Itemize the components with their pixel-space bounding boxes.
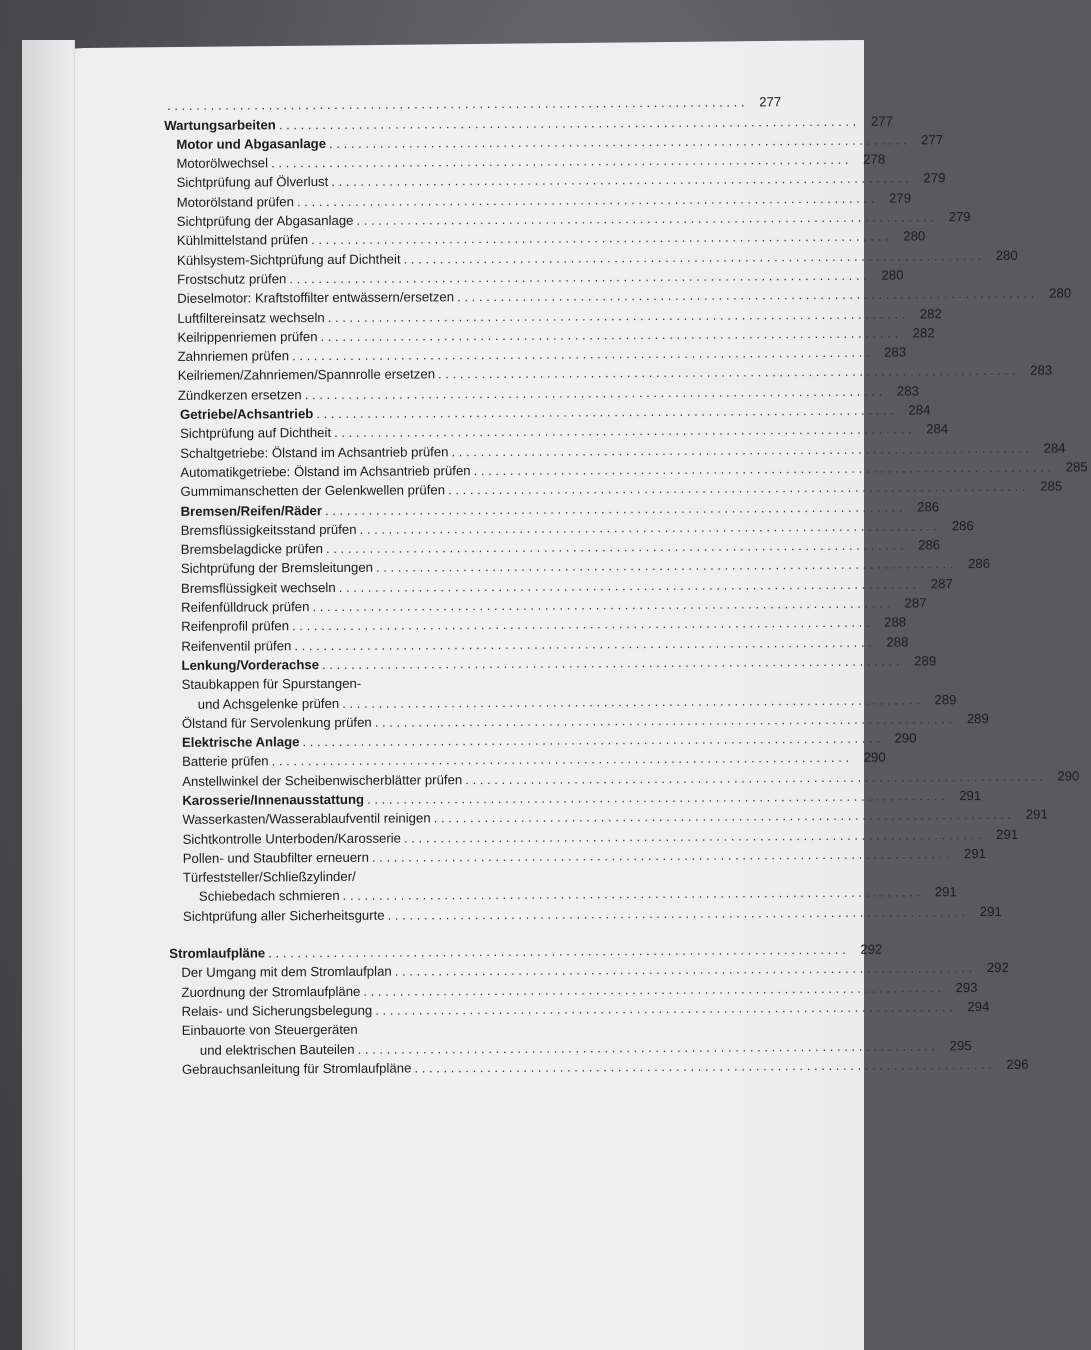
toc-entry bbox=[164, 149, 886, 172]
toc-entry-page: 279 bbox=[889, 190, 912, 206]
toc-entry-page: 292 bbox=[986, 960, 1009, 976]
toc-entry-title: Gebrauchsanleitung für Stromlaufpläne bbox=[181, 1060, 412, 1077]
toc-entry bbox=[166, 381, 919, 403]
toc-entry-title: Ölstand für Servolenkung prüfen bbox=[181, 714, 372, 731]
dot-leader: ................................................................................ bbox=[367, 788, 949, 807]
toc-entry-page: 287 bbox=[930, 575, 953, 592]
dot-leader: ................................................................................ bbox=[394, 960, 976, 979]
toc-entry-page: 294 bbox=[967, 998, 990, 1015]
toc-entry-page: 277 bbox=[759, 94, 782, 110]
toc-entry-title: Kühlsystem-Sichtprüfung auf Dichtheit bbox=[176, 251, 401, 268]
toc-entry bbox=[166, 497, 940, 519]
toc-entry bbox=[166, 400, 931, 422]
toc-entry-page: 283 bbox=[896, 383, 919, 399]
toc-entry-title: Anstellwinkel der Scheibenwischerblätter prüfen bbox=[182, 771, 463, 789]
toc-entry-title: Bremsflüssigkeitsstand prüfen bbox=[180, 521, 357, 538]
toc-entry-page: 291 bbox=[979, 903, 1002, 919]
toc-entry bbox=[169, 902, 1002, 924]
toc-entry-page: 283 bbox=[1030, 363, 1053, 379]
toc-entry-title: Der Umgang mit dem Stromlaufplan bbox=[181, 963, 392, 981]
toc-entry bbox=[169, 863, 569, 885]
toc-entry bbox=[169, 939, 883, 962]
toc-entry bbox=[170, 1036, 972, 1058]
toc-entry-title: Motor und Abgasanlage bbox=[176, 135, 327, 152]
toc-entry-title: Pollen- und Staubfilter erneuern bbox=[182, 849, 369, 866]
toc-entry-title: Dieselmotor: Kraftstoffilter entwässern/ersetzen bbox=[177, 289, 455, 307]
toc-entry-page: 280 bbox=[995, 247, 1018, 263]
dot-leader: ................................................................................ bbox=[403, 247, 985, 267]
dot-leader: ................................................................................ bbox=[357, 1037, 939, 1057]
toc-entry bbox=[168, 767, 1080, 789]
dot-leader: ................................................................................ bbox=[403, 826, 986, 846]
dot-leader: ................................................................................ bbox=[359, 518, 941, 537]
toc-entry-title: Keilrippenriemen prüfen bbox=[177, 328, 318, 345]
dot-leader: ................................................................................ bbox=[268, 941, 850, 961]
toc-entry bbox=[167, 574, 953, 596]
toc-entry-title: und elektrischen Bauteilen bbox=[199, 1041, 355, 1058]
toc-entry-page: 279 bbox=[948, 209, 971, 225]
toc-entry bbox=[166, 477, 1063, 500]
toc-entry bbox=[165, 265, 904, 287]
dot-leader: ................................................................................ bbox=[312, 595, 894, 615]
toc-entry-page: 291 bbox=[963, 845, 987, 862]
toc-entry bbox=[169, 883, 957, 905]
dot-leader: ................................................................................ bbox=[457, 285, 1039, 305]
toc-entry bbox=[168, 690, 957, 712]
toc-entry bbox=[167, 632, 909, 654]
dot-leader: ................................................................................ bbox=[325, 537, 908, 557]
toc-entry-page: 277 bbox=[921, 132, 944, 148]
toc-entry-title: Reifenprofil prüfen bbox=[181, 618, 290, 635]
toc-entry bbox=[169, 844, 987, 866]
toc-entry bbox=[165, 323, 935, 345]
toc-entry-title: Sichtprüfung auf Dichtheit bbox=[180, 425, 332, 442]
toc-entry bbox=[168, 709, 989, 731]
dot-leader: ................................................................................ bbox=[433, 807, 1015, 826]
dot-leader: ................................................................................ bbox=[331, 170, 913, 190]
dot-leader: ................................................................................ bbox=[278, 113, 860, 132]
toc-entry bbox=[168, 806, 1048, 828]
dot-leader: ................................................................................ bbox=[271, 151, 853, 171]
toc-entry-title: und Achsgelenke prüfen bbox=[197, 695, 340, 712]
dot-leader: ................................................................................ bbox=[328, 132, 911, 151]
toc-entry-page: 284 bbox=[908, 402, 931, 418]
toc-entry-title: Reifenventil prüfen bbox=[181, 637, 292, 654]
toc-entry-page: 296 bbox=[1006, 1056, 1029, 1072]
toc-section-wartung bbox=[164, 92, 1088, 924]
toc-entry bbox=[167, 516, 974, 538]
toc-entry-title: Sichtprüfung der Abgasanlage bbox=[176, 212, 354, 230]
toc-entry-page: 288 bbox=[884, 614, 907, 630]
toc-entry-title: Luftfiltereinsatz wechseln bbox=[177, 309, 325, 326]
toc-entry-page: 283 bbox=[884, 344, 907, 360]
toc-entry bbox=[166, 420, 949, 442]
toc-entry-page: 289 bbox=[934, 691, 957, 707]
toc-entry-page: 293 bbox=[955, 979, 978, 995]
dot-leader: ................................................................................ bbox=[387, 903, 969, 923]
dot-leader: ................................................................................ bbox=[334, 421, 916, 441]
toc-entry-page: 285 bbox=[1040, 478, 1063, 494]
dot-leader: ................................................................................ bbox=[451, 440, 1033, 459]
toc-entry-page: 288 bbox=[886, 634, 909, 650]
toc-entry bbox=[165, 304, 942, 326]
toc-entry-page: 280 bbox=[1049, 285, 1072, 301]
toc-entry-title: Zuordnung der Stromlaufpläne bbox=[181, 983, 361, 1000]
toc-entry bbox=[170, 997, 990, 1019]
toc-entry-title: Türfeststeller/Schließzylinder/ bbox=[182, 869, 356, 886]
toc-entry-title: Bremsen/Reifen/Räder bbox=[180, 502, 323, 519]
toc-entry-page: 295 bbox=[949, 1037, 972, 1053]
toc-entry-title: Sichtkontrolle Unterboden/Karosserie bbox=[182, 830, 402, 847]
dot-leader: ................................................................................ bbox=[356, 209, 938, 228]
toc-entry bbox=[164, 111, 893, 133]
toc-entry bbox=[164, 169, 946, 191]
toc-entry-title: Karosserie/Innenausstattung bbox=[182, 791, 365, 808]
toc-entry bbox=[167, 651, 937, 673]
toc-entry-page: 284 bbox=[926, 421, 949, 437]
dot-leader: ................................................................................ bbox=[327, 306, 909, 325]
toc-entry-page: 278 bbox=[863, 151, 886, 167]
dot-leader: ................................................................................ bbox=[374, 710, 956, 730]
toc-entry bbox=[165, 188, 912, 210]
toc-entry-title: Schiebedach schmieren bbox=[198, 888, 340, 905]
toc-entry-page: 277 bbox=[870, 113, 893, 129]
toc-entry-title: Keilriemen/Zahnriemen/Spannrolle ersetzen bbox=[177, 366, 436, 384]
toc-entry bbox=[167, 593, 927, 615]
toc-entry-title: Sichtprüfung aller Sicherheitsgurte bbox=[182, 907, 385, 924]
dot-leader: ................................................................................ bbox=[291, 344, 874, 364]
toc-entry bbox=[168, 786, 982, 808]
toc-entry-page: 291 bbox=[996, 826, 1019, 842]
dot-leader: ................................................................................ bbox=[291, 614, 874, 634]
toc-entry-title: Frostschutz prüfen bbox=[177, 271, 287, 287]
toc-entry-title: Reifenfülldruck prüfen bbox=[181, 599, 310, 615]
dot-leader: ................................................................................ bbox=[311, 228, 893, 248]
toc-entry bbox=[166, 439, 1066, 461]
toc-entry-page: 282 bbox=[919, 305, 942, 321]
toc-entry-title: Zahnriemen prüfen bbox=[177, 348, 290, 365]
dot-leader: ................................................................................ bbox=[316, 402, 898, 422]
toc-entry bbox=[169, 978, 978, 1000]
toc-entry bbox=[170, 1055, 1029, 1077]
toc-entry bbox=[168, 748, 886, 770]
toc-entry-title: Motorölwechsel bbox=[176, 155, 269, 172]
dot-leader: ................................................................................ bbox=[465, 768, 1047, 787]
toc-entry-title: Staubkappen für Spurstangen- bbox=[181, 676, 362, 693]
table-of-contents bbox=[164, 92, 1088, 1077]
toc-entry bbox=[167, 613, 907, 635]
dot-leader: ................................................................................ bbox=[304, 383, 886, 402]
dot-leader: ................................................................................ bbox=[294, 634, 876, 653]
toc-entry-title: Motorölstand prüfen bbox=[176, 193, 295, 210]
dot-leader: ................................................................................ bbox=[296, 190, 879, 209]
toc-entry bbox=[164, 92, 782, 114]
toc-entry bbox=[167, 535, 941, 558]
toc-entry bbox=[166, 342, 907, 365]
toc-entry bbox=[168, 728, 917, 750]
toc-entry-title: Wartungsarbeiten bbox=[164, 116, 276, 133]
toc-entry-title: Batterie prüfen bbox=[182, 753, 269, 770]
toc-entry-title: Bremsflüssigkeit wechseln bbox=[180, 579, 336, 596]
toc-entry bbox=[168, 825, 1019, 847]
toc-entry-page: 290 bbox=[1057, 768, 1080, 784]
toc-entry-page: 280 bbox=[881, 267, 904, 283]
dot-leader: ................................................................................ bbox=[437, 363, 1020, 382]
dot-leader: ................................................................................ bbox=[338, 576, 920, 595]
dot-leader: ................................................................................ bbox=[324, 499, 907, 518]
toc-entry-title: Einbauorte von Steuergeräten bbox=[181, 1022, 358, 1039]
toc-entry-page: 279 bbox=[923, 170, 946, 186]
toc-entry bbox=[165, 227, 926, 249]
toc-entry-page: 286 bbox=[918, 537, 941, 553]
toc-entry-title: Stromlaufpläne bbox=[169, 945, 266, 962]
toc-entry bbox=[168, 670, 568, 692]
toc-entry-page: 287 bbox=[904, 595, 927, 611]
toc-entry-page: 289 bbox=[914, 653, 937, 669]
toc-entry-title: Lenkung/Vorderachse bbox=[181, 656, 320, 673]
toc-entry-page: 286 bbox=[917, 498, 940, 514]
toc-entry-title: Zündkerzen ersetzen bbox=[177, 386, 302, 403]
toc-entry bbox=[165, 285, 1072, 307]
toc-entry-page: 286 bbox=[951, 517, 974, 534]
dot-leader: ................................................................................ bbox=[473, 459, 1055, 479]
dot-leader: ................................................................................ bbox=[448, 478, 1030, 498]
dot-leader: ................................................................................ bbox=[342, 691, 924, 711]
toc-entry-page: 280 bbox=[903, 228, 926, 244]
toc-entry-page: 290 bbox=[863, 749, 886, 766]
toc-entry bbox=[165, 246, 1018, 268]
toc-entry bbox=[166, 362, 1053, 384]
toc-entry-page: 289 bbox=[966, 710, 989, 726]
dot-leader: ................................................................................ bbox=[302, 730, 884, 750]
dot-leader: ................................................................................ bbox=[167, 94, 749, 114]
toc-entry-page: 292 bbox=[860, 941, 883, 957]
dot-leader: ................................................................................ bbox=[342, 884, 924, 904]
toc-entry bbox=[167, 555, 991, 577]
dot-leader: ................................................................................ bbox=[375, 999, 957, 1018]
toc-entry-page: 291 bbox=[934, 884, 957, 900]
toc-entry bbox=[166, 458, 1088, 480]
toc-entry-title: Wasserkasten/Wasserablaufventil reinigen bbox=[182, 810, 431, 828]
toc-entry bbox=[170, 1016, 570, 1038]
toc-entry-title: Sichtprüfung der Bremsleitungen bbox=[180, 560, 374, 577]
toc-entry-page: 282 bbox=[912, 325, 935, 341]
toc-entry-title: Elektrische Anlage bbox=[181, 734, 300, 750]
toc-section-stromlaufplaene bbox=[169, 939, 1029, 1077]
toc-entry bbox=[165, 207, 971, 230]
dot-leader: ................................................................................ bbox=[414, 1056, 996, 1076]
toc-entry-page: 291 bbox=[959, 788, 982, 804]
toc-entry-title: Bremsbelagdicke prüfen bbox=[180, 541, 324, 558]
dot-leader: ................................................................................ bbox=[375, 556, 958, 576]
toc-entry-title: Schaltgetriebe: Ölstand im Achsantrieb prüfen bbox=[180, 443, 449, 461]
toc-entry-title: Relais- und Sicherungsbelegung bbox=[181, 1002, 373, 1019]
toc-entry-title: Getriebe/Achsantrieb bbox=[179, 406, 314, 422]
page-edge bbox=[22, 40, 75, 1350]
toc-entry-title: Sichtprüfung auf Ölverlust bbox=[176, 174, 329, 191]
toc-entry-page: 290 bbox=[894, 730, 917, 746]
toc-entry-page: 291 bbox=[1025, 806, 1048, 823]
dot-leader: ................................................................................ bbox=[363, 979, 945, 999]
toc-entry-page: 285 bbox=[1065, 459, 1088, 475]
toc-entry bbox=[164, 130, 944, 152]
dot-leader: ................................................................................ bbox=[289, 267, 871, 287]
dot-leader: ................................................................................ bbox=[320, 325, 902, 344]
toc-entry-page: 284 bbox=[1043, 440, 1066, 456]
toc-entry-title: Gummimanschetten der Gelenkwellen prüfen bbox=[180, 482, 446, 500]
dot-leader: ................................................................................ bbox=[271, 750, 853, 769]
dot-leader: ................................................................................ bbox=[321, 653, 904, 672]
toc-entry-title: Automatikgetriebe: Ölstand im Achsantrieb prüfen bbox=[180, 463, 471, 480]
dot-leader: ................................................................................ bbox=[371, 846, 954, 865]
toc-entry-title: Kühlmittelstand prüfen bbox=[176, 232, 309, 249]
toc-entry-page: 286 bbox=[968, 556, 991, 572]
toc-entry bbox=[169, 959, 1009, 981]
